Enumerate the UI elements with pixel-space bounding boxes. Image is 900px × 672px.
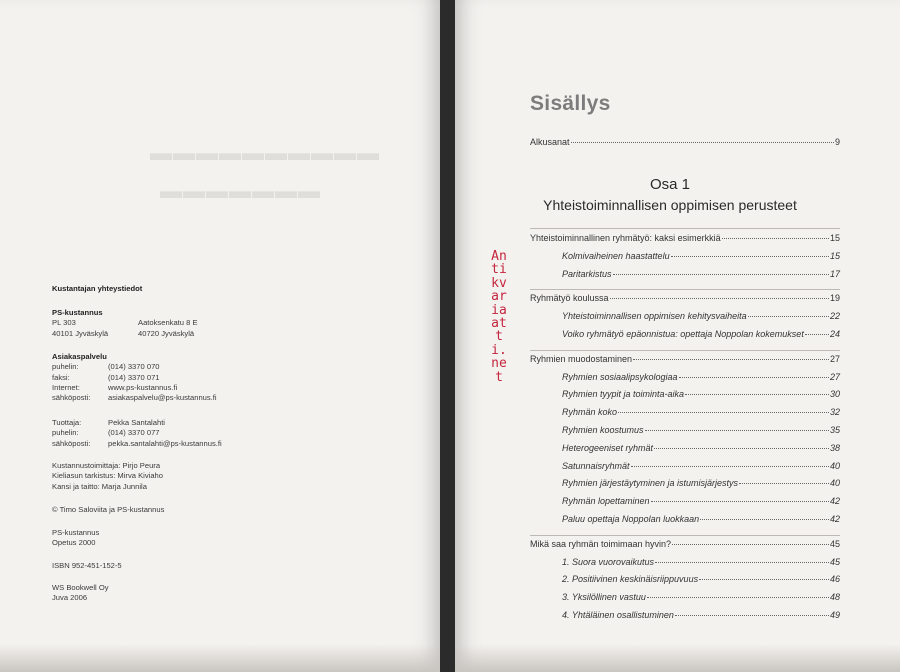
toc-page-number: 15 xyxy=(829,250,840,261)
producer-block xyxy=(52,418,222,449)
publisher-name: PS-kustannus xyxy=(52,308,103,317)
toc-entry-title: Ryhmän koko xyxy=(562,407,618,418)
toc-page-number: 40 xyxy=(829,478,840,489)
toc-subentry xyxy=(530,269,840,287)
contact-label: Tuottaja: xyxy=(52,418,82,427)
toc-page-number: 27 xyxy=(829,353,840,364)
toc-page-number: 9 xyxy=(834,137,840,147)
toc-subentry xyxy=(530,329,840,347)
dot-leader xyxy=(699,579,829,580)
toc-entry-title: Heterogeeniset ryhmät xyxy=(562,442,654,453)
dot-leader xyxy=(675,615,829,616)
dot-leader xyxy=(651,501,829,502)
toc-page-number: 45 xyxy=(829,538,840,549)
dot-leader xyxy=(654,448,829,449)
bleed-through-text: ▬▬▬▬▬▬▬▬▬▬ xyxy=(150,140,380,165)
part-title: Yhteistoiminnallisen oppimisen perusteet xyxy=(543,197,797,213)
series-line: Opetus 2000 xyxy=(52,538,96,548)
toc-entry-title: Ryhmien tyypit ja toiminta-aika xyxy=(562,389,685,400)
dot-leader xyxy=(672,544,829,545)
section-divider xyxy=(530,289,840,290)
page-shadow xyxy=(0,644,440,672)
customer-service-block xyxy=(52,352,217,403)
dot-leader xyxy=(645,430,829,431)
toc-entry-title: Ryhmien koostumus xyxy=(562,424,644,435)
publisher-po-box: PL 303 xyxy=(52,318,76,328)
dot-leader xyxy=(679,377,829,378)
toc-list xyxy=(530,233,840,628)
colophon-heading: Kustantajan yhteystiedot xyxy=(52,284,143,293)
contact-label: sähköposti: xyxy=(52,393,91,403)
page-shadow xyxy=(455,644,900,672)
publisher-po-city: 40101 Jyväskylä xyxy=(52,328,109,338)
contact-label: puhelin: xyxy=(52,428,79,438)
toc-subentry xyxy=(530,372,840,390)
copyright: © Timo Saloviita ja PS-kustannus xyxy=(52,505,165,514)
toc-entry-title: 1. Suora vuorovaikutus xyxy=(562,556,655,567)
toc-entry-title: 3. Yksilöllinen vastuu xyxy=(562,592,646,603)
toc-entry-title: Voiko ryhmätyö epäonnistua: opettaja Noppolan kokemukset xyxy=(562,328,804,339)
series-block xyxy=(52,528,99,549)
toc-page-number: 27 xyxy=(829,371,840,382)
dot-leader xyxy=(631,466,829,467)
toc-page-number: 49 xyxy=(829,609,840,620)
toc-subentry xyxy=(530,557,840,575)
toc-entry-title: Alkusanat xyxy=(530,137,570,147)
dot-leader xyxy=(655,562,829,563)
toc-entry-title: Paluu opettaja Noppolan luokkaan xyxy=(562,513,700,524)
toc-entry-title: Ryhmien muodostaminen xyxy=(530,353,633,364)
toc-page-number: 45 xyxy=(829,556,840,567)
series-line: PS-kustannus xyxy=(52,528,100,537)
toc-page-number: 24 xyxy=(829,328,840,339)
toc-page-number: 46 xyxy=(829,574,840,585)
dot-leader xyxy=(618,412,829,413)
printer-block xyxy=(52,583,109,604)
toc-entry-title: Yhteistoiminnallisen oppimisen kehitysvaiheita xyxy=(562,311,747,322)
dot-leader xyxy=(610,298,829,299)
toc-page-number: 32 xyxy=(829,407,840,418)
toc-subentry xyxy=(530,251,840,269)
dot-leader xyxy=(671,256,829,257)
publisher-street-city: 40720 Jyväskylä xyxy=(138,328,195,338)
toc-page-number: 17 xyxy=(829,268,840,279)
toc-section xyxy=(530,233,840,251)
toc-entry-title: 2. Positiivinen keskinäisriippuvuus xyxy=(562,574,699,585)
toc-page-number: 30 xyxy=(829,389,840,400)
dot-leader xyxy=(805,334,829,335)
toc-entry-title: Kolmivaiheinen haastattelu xyxy=(562,250,670,261)
toc-subentry xyxy=(530,311,840,329)
toc-subentry xyxy=(530,514,840,532)
bleed-through-text: ▬▬▬▬▬▬▬ xyxy=(160,178,321,203)
toc-page-number: 15 xyxy=(829,233,840,243)
contact-value: pekka.santalahti@ps-kustannus.fi xyxy=(108,438,222,448)
watermark: Antikvariaatti.net xyxy=(491,249,507,385)
toc-entry-title: Ryhmän lopettaminen xyxy=(562,496,650,507)
contact-value: asiakaspalvelu@ps-kustannus.fi xyxy=(108,393,217,403)
publisher-block xyxy=(52,308,198,339)
contact-label: puhelin: xyxy=(52,362,79,372)
customer-service-title: Asiakaspalvelu xyxy=(52,352,107,361)
printer-line: WS Bookwell Oy xyxy=(52,583,109,592)
part-number: Osa 1 xyxy=(649,176,691,193)
contact-label: faksi: xyxy=(52,372,70,382)
isbn: ISBN 952-451-152-5 xyxy=(52,561,122,570)
dot-leader xyxy=(571,142,834,143)
toc-entry-title: 4. Yhtäläinen osallistuminen xyxy=(562,609,674,620)
toc-section xyxy=(530,293,840,311)
toc-title: Sisällys xyxy=(530,92,611,115)
toc-page-number: 19 xyxy=(829,293,840,304)
dot-leader xyxy=(739,483,829,484)
toc-subentry xyxy=(530,407,840,425)
contact-value: (014) 3370 071 xyxy=(108,372,160,382)
toc-subentry xyxy=(530,478,840,496)
dot-leader xyxy=(685,394,829,395)
section-divider xyxy=(530,535,840,536)
toc-section xyxy=(530,539,840,557)
toc-entry-title: Yhteistoiminnallinen ryhmätyö: kaksi esimerkkiä xyxy=(530,233,721,243)
toc-section xyxy=(530,354,840,372)
dot-leader xyxy=(700,519,829,520)
printer-line: Juva 2006 xyxy=(52,593,88,603)
contact-value: (014) 3370 077 xyxy=(108,428,160,438)
dot-leader xyxy=(613,274,829,275)
contact-label: Internet: xyxy=(52,382,80,392)
section-divider xyxy=(530,350,840,351)
publisher-street: Aatoksenkatu 8 E xyxy=(138,318,198,328)
dot-leader xyxy=(647,597,829,598)
dot-leader xyxy=(722,238,829,239)
dot-leader xyxy=(633,359,829,360)
toc-subentry xyxy=(530,389,840,407)
credit-line: Kustannustoimittaja: Pirjo Peura xyxy=(52,461,161,470)
contact-label: sähköposti: xyxy=(52,438,91,448)
dot-leader xyxy=(748,316,829,317)
toc-subentry xyxy=(530,592,840,610)
toc-page-number: 38 xyxy=(829,442,840,453)
toc-page-number: 35 xyxy=(829,424,840,435)
toc-page-number: 22 xyxy=(829,311,840,322)
credit-line: Kieliasun tarkistus: Mirva Kiviaho xyxy=(52,471,163,481)
toc-entry-title: Ryhmien järjestäytyminen ja istumisjärjestys xyxy=(562,478,739,489)
toc-subentry xyxy=(530,496,840,514)
toc-page-number: 42 xyxy=(829,513,840,524)
toc-entry-title: Satunnaisryhmät xyxy=(562,460,630,471)
credits-block xyxy=(52,461,163,492)
toc-intro xyxy=(530,137,840,155)
contact-value: (014) 3370 070 xyxy=(108,362,160,372)
contact-value: www.ps-kustannus.fi xyxy=(108,382,178,392)
toc-entry-title: Ryhmätyö koulussa xyxy=(530,293,609,304)
toc-subentry xyxy=(530,574,840,592)
toc-subentry xyxy=(530,425,840,443)
toc-entry-title: Paritarkistus xyxy=(562,268,612,279)
credit-line: Kansi ja taitto: Marja Junnila xyxy=(52,481,147,491)
toc-page-number: 42 xyxy=(829,496,840,507)
section-divider xyxy=(530,228,840,229)
toc-entry-title: Mikä saa ryhmän toimimaan hyvin? xyxy=(530,538,672,549)
toc-subentry xyxy=(530,461,840,479)
toc-subentry xyxy=(530,610,840,628)
toc-page-number: 48 xyxy=(829,592,840,603)
contact-value: Pekka Santalahti xyxy=(108,418,165,427)
toc-subentry xyxy=(530,443,840,461)
toc-entry-title: Ryhmien sosiaalipsykologiaa xyxy=(562,371,678,382)
toc-page-number: 40 xyxy=(829,460,840,471)
